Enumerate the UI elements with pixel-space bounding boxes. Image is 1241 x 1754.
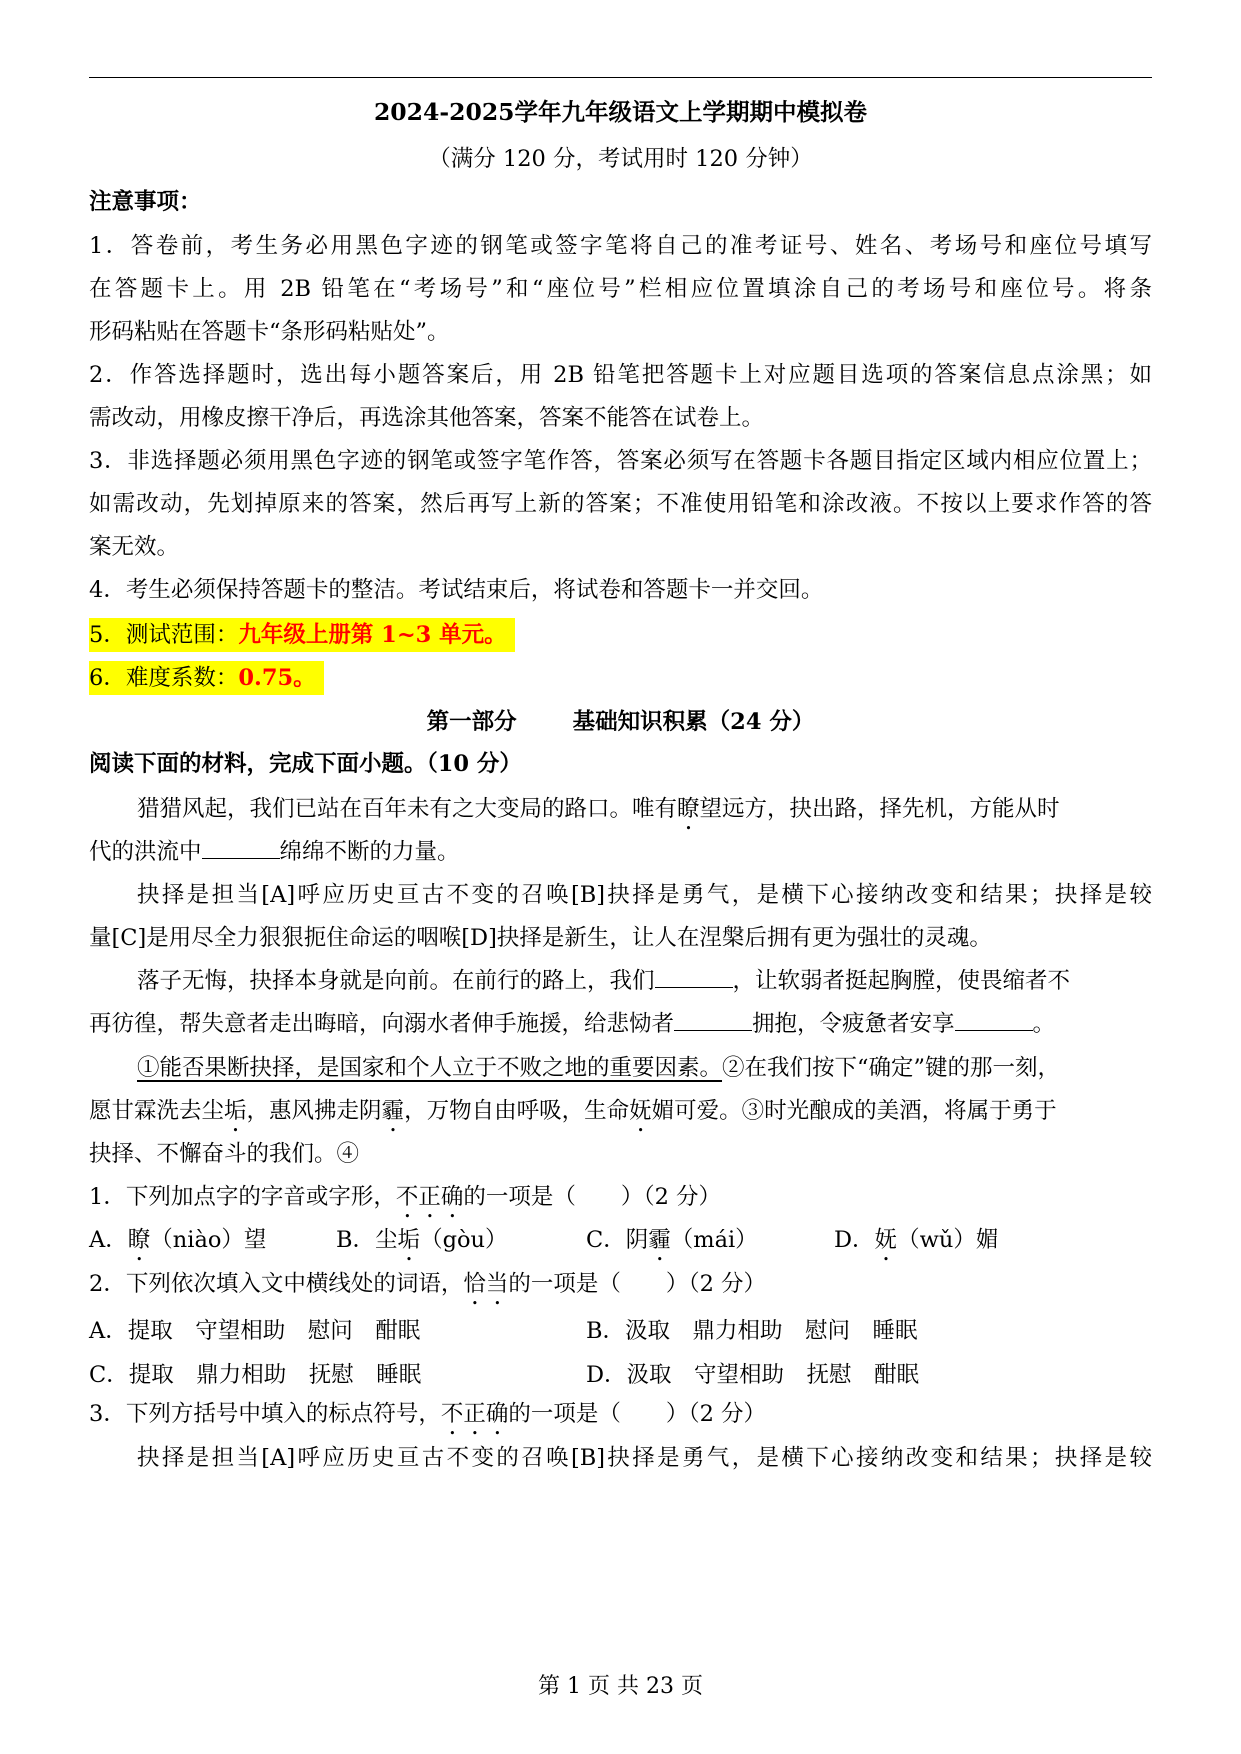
notice-item-6 (89, 662, 324, 694)
q1-option-c (586, 1224, 758, 1266)
header-rule (89, 77, 1152, 78)
part1-instruction: 阅读下面的材料，完成下面小题。（10 分） (89, 751, 522, 777)
option-text: （gòu） (420, 1227, 508, 1253)
passage-p4-line-1 (137, 1052, 1060, 1084)
question-3-stem (89, 1398, 766, 1440)
passage-p1-line-2 (89, 836, 460, 868)
passage-p1-line-1 (137, 793, 1060, 835)
notice-item-1-line-1: 1．答卷前，考生务必用黑色字迹的钢笔或签字笔将自己的准考证号、姓名、考场号和座位号填写 (89, 233, 1152, 259)
q2-option-d: D．汲取 守望相助 抚慰 酣眠 (586, 1362, 920, 1388)
notice-item-3-line-3: 案无效。 (89, 534, 180, 560)
test-scope-label: 5．测试范围： (89, 622, 239, 648)
option-label: A． (89, 1227, 128, 1253)
question-text: 的一项是（ ）（2 分） (508, 1401, 767, 1427)
notice-item-4: 4．考生必须保持答题卡的整洁。考试结束后，将试卷和答题卡一并交回。 (89, 577, 824, 603)
difficulty-label: 6．难度系数： (89, 665, 239, 691)
question-text: 3．下列方括号中填入的标点符号， (89, 1401, 441, 1427)
option-label: D． (834, 1227, 875, 1253)
notice-item-3-line-2: 如需改动，先划掉原来的答案，然后再写上新的答案；不准使用铅笔和涂改液。不按以上要求作答的答 (89, 491, 1152, 517)
question-text: 2．下列依次填入文中横线处的词语， (89, 1271, 464, 1297)
notice-item-1-line-3: 形码粘贴在答题卡“条形码粘贴处”。 (89, 319, 450, 345)
option-text: （mái） (670, 1227, 758, 1253)
notice-item-2-line-1: 2．作答选择题时，选出每小题答案后，用 2B 铅笔把答题卡上对应题目选项的答案信息点涂黑；如 (89, 362, 1152, 388)
fill-blank (655, 967, 733, 988)
passage-text: 猎猎风起，我们已站在百年未有之大变局的路口。唯有 (137, 796, 678, 822)
question-text: 的一项是（ ）（2 分） (463, 1184, 722, 1210)
dotted-char: 妩 (874, 1227, 898, 1253)
q2-option-c: C．提取 鼎力相助 抚慰 睡眠 (89, 1362, 422, 1388)
passage-text: ②在我们按下“确定”键的那一刻， (722, 1055, 1061, 1081)
dotted-char: 垢 (224, 1098, 247, 1124)
passage-text: 拥抱，令疲惫者安享 (752, 1011, 955, 1037)
passage-text: 。 (1032, 1011, 1056, 1037)
passage-text: ，惠风拂走阴 (246, 1098, 382, 1124)
q1-option-d (834, 1224, 998, 1266)
dotted-char: 霾 (648, 1227, 671, 1253)
notice-item-3-line-1: 3．非选择题必须用黑色字迹的钢笔或签字笔作答，答案必须写在答题卡各题目指定区域内相应位置上； (89, 448, 1152, 474)
passage-text: 绵绵不断的力量。 (279, 839, 460, 865)
option-label: C．阴 (586, 1227, 649, 1253)
question-2-stem (89, 1268, 766, 1310)
passage-p4-line-3: 抉择、不懈奋斗的我们。④ (89, 1141, 360, 1167)
part1-heading-number: 第一部分 (426, 709, 517, 735)
dotted-char: 妩 (629, 1098, 652, 1124)
dotted-char: 瞭 (127, 1227, 151, 1253)
question-text: 的一项是（ ）（2 分） (508, 1271, 767, 1297)
q1-option-b (336, 1224, 508, 1266)
notice-item-2-line-2: 需改动，用橡皮擦干净后，再选涂其他答案，答案不能答在试卷上。 (89, 405, 765, 431)
passage-p3-line-2 (89, 1008, 1055, 1040)
q2-option-b: B．汲取 鼎力相助 慰问 睡眠 (586, 1318, 918, 1344)
exam-title: 2024-2025学年九年级语文上学期期中模拟卷 (373, 98, 868, 126)
fill-blank (202, 838, 280, 859)
passage-p3-line-1 (137, 965, 1070, 997)
dotted-char: 霾 (381, 1098, 405, 1124)
notice-heading: 注意事项： (89, 189, 202, 215)
difficulty-value: 0.75。 (238, 665, 316, 691)
passage-text: ，让软弱者挺起胸膛，使畏缩者不 (732, 968, 1071, 994)
passage-text: 再彷徨，帮失意者走出晦暗，向溺水者伸手施援，给悲恸者 (89, 1011, 675, 1037)
question-3-passage: 抉择是担当[A]呼应历史亘古不变的召唤[B]抉择是勇气，是横下心接纳改变和结果；抉择是较 (137, 1445, 1152, 1471)
passage-text: 媚可爱。③时光酿成的美酒，将属于勇于 (651, 1098, 1057, 1124)
page-number: 第 1 页 共 23 页 (538, 1674, 703, 1699)
passage-p4-line-2 (89, 1095, 1057, 1137)
fill-blank (674, 1010, 752, 1031)
exam-subtitle: （满分 120 分，考试用时 120 分钟） (428, 146, 813, 172)
dotted-keyword: 不正确 (395, 1184, 464, 1210)
dotted-char: 垢 (397, 1227, 421, 1253)
question-1-stem (89, 1181, 721, 1223)
test-scope-value: 九年级上册第 1~3 单元。 (238, 622, 507, 648)
passage-text: 愿甘霖洗去尘 (89, 1098, 225, 1124)
passage-p2-line-2: 量[C]是用尽全力狠狠扼住命运的咽喉[D]抉择是新生，让人在涅槃后拥有更为强壮的灵魂。 (89, 925, 992, 951)
passage-p2-line-1: 抉择是担当[A]呼应历史亘古不变的召唤[B]抉择是勇气，是横下心接纳改变和结果；抉择是较 (137, 882, 1152, 908)
notice-item-5 (89, 619, 515, 651)
option-label: B．尘 (336, 1227, 398, 1253)
passage-text: ，万物自由呼吸，生命 (404, 1098, 630, 1124)
dotted-keyword: 恰当 (463, 1271, 509, 1297)
question-text: 1．下列加点字的字音或字形， (89, 1184, 396, 1210)
option-text: （niào）望 (150, 1227, 267, 1253)
q2-option-a: A．提取 守望相助 慰问 酣眠 (89, 1318, 421, 1344)
part1-heading-title: 基础知识积累（24 分） (572, 709, 815, 735)
underlined-sentence: ①能否果断抉择，是国家和个人立于不败之地的重要因素。 (137, 1055, 723, 1081)
passage-text: 落子无悔，抉择本身就是向前。在前行的路上，我们 (137, 968, 655, 994)
passage-text: 代的洪流中 (89, 839, 202, 865)
notice-item-1-line-2: 在答题卡上。用 2B 铅笔在“考场号”和“座位号”栏相应位置填涂自己的考场号和座位号。将条 (89, 276, 1152, 302)
q1-option-a (89, 1224, 266, 1266)
fill-blank (955, 1010, 1033, 1031)
dotted-keyword: 不正确 (440, 1401, 509, 1427)
passage-text: 望远方，抉出路，择先机，方能从时 (699, 796, 1060, 822)
part1-heading (0, 706, 1241, 738)
option-text: （wǔ）媚 (897, 1227, 999, 1253)
dotted-char: 瞭 (677, 796, 700, 822)
